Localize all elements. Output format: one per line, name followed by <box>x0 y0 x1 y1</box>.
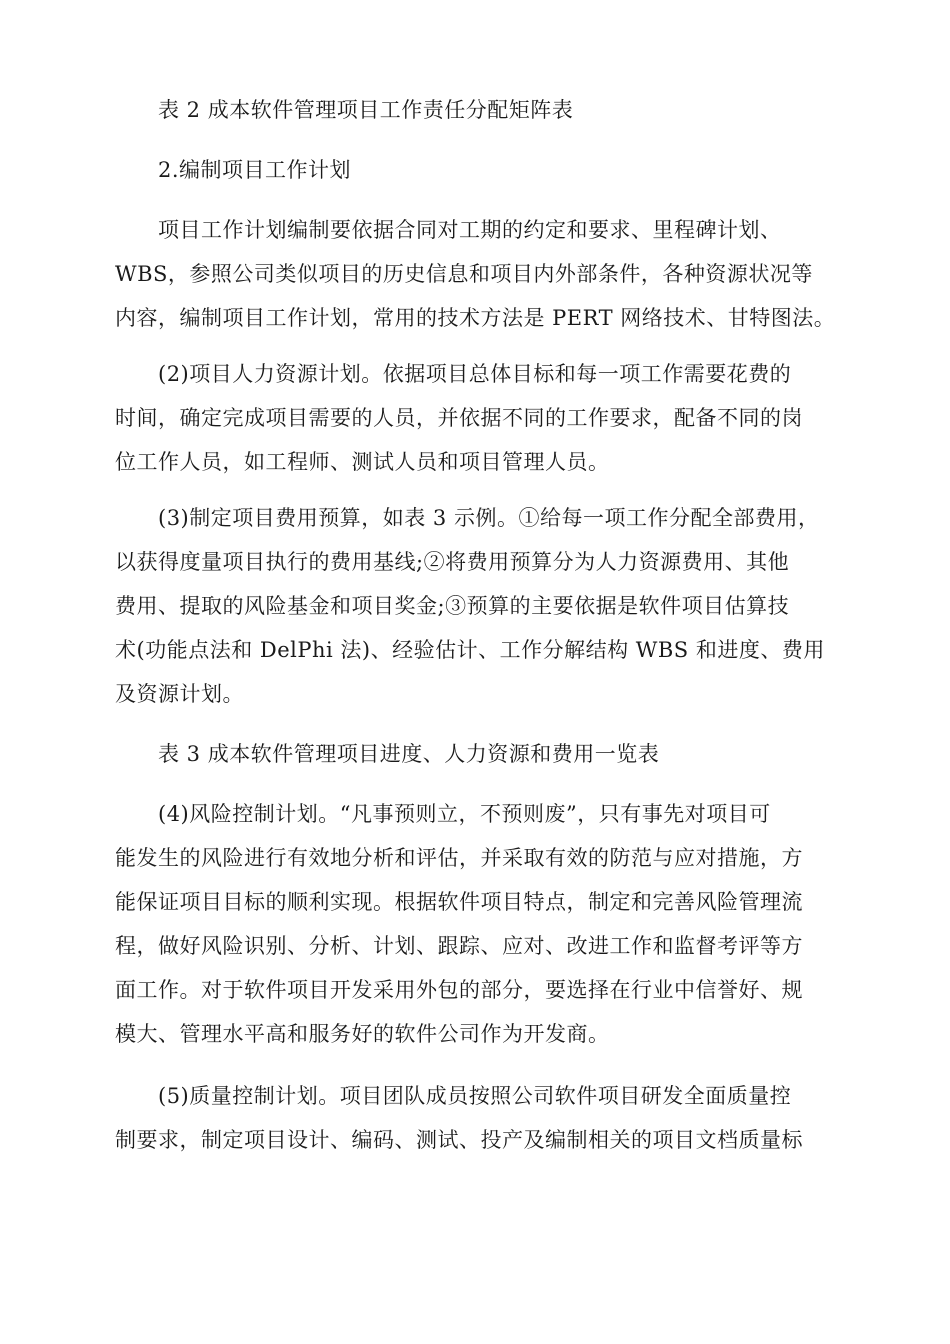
section-heading <box>115 148 845 192</box>
text-line: 术(功能点法和 DelPhi 法)、经验估计、工作分解结构 WBS 和进度、费用 <box>115 638 825 662</box>
text-line: (4)风险控制计划。“凡事预则立，不预则废”，只有事先对项目可 <box>115 802 771 826</box>
text-line: 表 3 成本软件管理项目进度、人力资源和费用一览表 <box>115 742 660 766</box>
text-line: 表 2 成本软件管理项目工作责任分配矩阵表 <box>115 98 574 122</box>
text-line: 位工作人员，如工程师、测试人员和项目管理人员。 <box>115 450 610 474</box>
text-line: 及资源计划。 <box>115 682 244 706</box>
text-line: 能保证项目目标的顺利实现。根据软件项目特点，制定和完善风险管理流 <box>115 890 803 914</box>
table-2-caption <box>115 88 845 132</box>
text-line: (3)制定项目费用预算，如表 3 示例。①给每一项工作分配全部费用， <box>115 506 820 530</box>
text-line: (5)质量控制计划。项目团队成员按照公司软件项目研发全面质量控 <box>115 1084 792 1108</box>
text-line: 以获得度量项目执行的费用基线;②将费用预算分为人力资源费用、其他 <box>115 550 790 574</box>
text-line: 模大、管理水平高和服务好的软件公司作为开发商。 <box>115 1022 610 1046</box>
text-line: 2.编制项目工作计划 <box>115 158 352 182</box>
text-line: 面工作。对于软件项目开发采用外包的部分，要选择在行业中信誉好、规 <box>115 978 803 1002</box>
text-line: 时间，确定完成项目需要的人员，并依据不同的工作要求，配备不同的岗 <box>115 406 803 430</box>
paragraph-quality-plan <box>115 1074 845 1162</box>
text-line: 能发生的风险进行有效地分析和评估，并采取有效的防范与应对措施，方 <box>115 846 803 870</box>
text-line: WBS，参照公司类似项目的历史信息和项目内外部条件，各种资源状况等 <box>115 262 813 286</box>
text-line: (2)项目人力资源计划。依据项目总体目标和每一项工作需要花费的 <box>115 362 792 386</box>
text-line: 内容，编制项目工作计划，常用的技术方法是 PERT 网络技术、甘特图法。 <box>115 306 836 330</box>
paragraph-risk-plan <box>115 792 845 1056</box>
text-line: 费用、提取的风险基金和项目奖金;③预算的主要依据是软件项目估算技 <box>115 594 790 618</box>
text-line: 制要求，制定项目设计、编码、测试、投产及编制相关的项目文档质量标 <box>115 1128 803 1152</box>
table-3-caption <box>115 732 845 776</box>
text-line: 项目工作计划编制要依据合同对工期的约定和要求、里程碑计划、 <box>115 218 782 242</box>
paragraph-work-plan <box>115 208 845 340</box>
paragraph-budget <box>115 496 845 716</box>
paragraph-hr-plan <box>115 352 845 484</box>
text-line: 程，做好风险识别、分析、计划、跟踪、应对、改进工作和监督考评等方 <box>115 934 803 958</box>
